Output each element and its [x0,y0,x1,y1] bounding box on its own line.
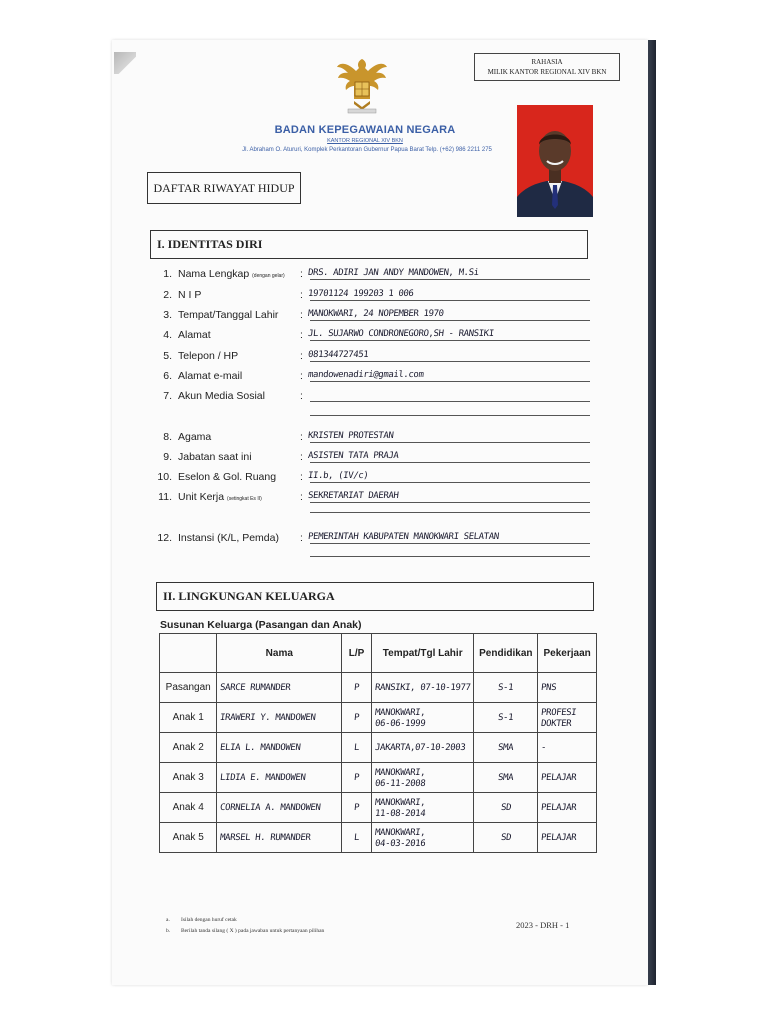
education-cell: SD [474,793,538,823]
portrait-photo-icon [517,105,593,217]
family-table-header [160,634,597,673]
field-underline [310,279,590,280]
relation-cell: Anak 3 [160,763,217,793]
occupation-cell: - [538,733,597,763]
field-label: Jabatan saat ini [178,451,252,463]
name-cell: CORNELIA A. MANDOWEN [217,793,342,823]
field-value: MANOKWARI, 24 NOPEMBER 1970 [307,309,445,319]
field-label: Alamat e-mail [178,370,243,382]
field-value: SEKRETARIAT DAERAH [307,491,399,501]
field-value: 081344727451 [307,350,369,360]
education-cell: S-1 [474,703,538,733]
org-name: BADAN KEPEGAWAIAN NEGARA [274,124,456,136]
table-row [160,733,597,763]
field-colon: : [300,350,303,362]
section-1-title: I. IDENTITAS DIRI [150,230,588,259]
gender-cell: P [342,703,372,733]
education-cell: SMA [474,733,538,763]
field-number: 1. [163,268,172,280]
org-address: Jl. Abraham O. Atururi, Komplek Perkantoran Gubernur Papua Barat Telp. (+62) 986 2211 275 [242,147,492,153]
gender-cell: P [342,673,372,703]
name-cell: SARCE RUMANDER [217,673,342,703]
classification-line-1: RAHASIA [531,58,563,66]
field-number: 3. [163,309,172,321]
birth-cell: MANOKWARI,06-06-1999 [372,703,474,733]
field-label: Telepon / HP [178,350,239,362]
footnote-b: Berilah tanda silang ( X ) pada jawaban untuk pertanyaan pilihan [181,928,325,934]
document-title: DAFTAR RIWAYAT HIDUP [147,172,301,204]
field-value: ASISTEN TATA PRAJA [307,451,399,461]
footnote-a: Isilah dengan huruf cetak [181,917,237,923]
family-caption: Susunan Keluarga (Pasangan dan Anak) [160,619,362,631]
name-cell: MARSEL H. RUMANDER [217,823,342,853]
field-label: Agama [178,431,212,443]
field-underline [310,381,590,382]
field-number: 9. [163,451,172,463]
section-2-title: II. LINGKUNGAN KELUARGA [156,582,594,611]
footnote-b-mark: b. [166,928,171,934]
field-label: Tempat/Tanggal Lahir [178,309,279,321]
table-row [160,673,597,703]
field-underline-extra [310,415,590,416]
col-occupation: Pekerjaan [538,634,597,673]
birth-cell: MANOKWARI,11-08-2014 [372,793,474,823]
col-education: Pendidikan [474,634,538,673]
table-row [160,703,597,733]
education-cell: S-1 [474,673,538,703]
footnote-a-mark: a. [166,917,170,923]
field-colon: : [300,491,303,503]
field-number: 10. [157,471,172,483]
gender-cell: P [342,793,372,823]
table-row [160,823,597,853]
field-value: KRISTEN PROTESTAN [307,431,394,441]
field-label: Akun Media Sosial [178,390,265,402]
family-table [159,633,597,853]
relation-cell: Anak 1 [160,703,217,733]
education-cell: SD [474,823,538,853]
birth-cell: JAKARTA,07-10-2003 [372,733,474,763]
education-cell: SMA [474,763,538,793]
field-number: 12. [157,532,172,544]
field-number: 8. [163,431,172,443]
background-left [0,0,112,1024]
field-number: 5. [163,350,172,362]
col-birth: Tempat/Tgl Lahir [372,634,474,673]
background-right [656,0,768,1024]
field-value: PEMERINTAH KABUPATEN MANOKWARI SELATAN [307,532,500,542]
field-colon: : [300,471,303,483]
field-label: Nama Lengkap (dengan gelar) [178,268,285,280]
occupation-cell: PNS [538,673,597,703]
field-colon: : [300,390,303,402]
table-row [160,763,597,793]
relation-cell: Pasangan [160,673,217,703]
field-label: Unit Kerja (setingkat Es II) [178,491,262,503]
table-row [160,793,597,823]
col-gender: L/P [342,634,372,673]
occupation-cell: PELAJAR [538,793,597,823]
occupation-cell: PROFESIDOKTER [538,703,597,733]
field-underline [310,401,590,402]
occupation-cell: PELAJAR [538,823,597,853]
field-number: 2. [163,289,172,301]
field-note: (dengan gelar) [252,273,285,279]
birth-cell: RANSIKI, 07-10-1977 [372,673,474,703]
field-label: Alamat [178,329,211,341]
field-underline [310,320,590,321]
org-subtitle: KANTOR REGIONAL XIV BKN [327,138,403,144]
field-colon: : [300,370,303,382]
garuda-emblem-icon [334,55,390,115]
relation-cell: Anak 2 [160,733,217,763]
birth-cell: MANOKWARI,06-11-2008 [372,763,474,793]
col-relation [160,634,217,673]
gender-cell: L [342,733,372,763]
occupation-cell: PELAJAR [538,763,597,793]
field-label: Instansi (K/L, Pemda) [178,532,279,544]
field-underline [310,482,590,483]
field-number: 6. [163,370,172,382]
field-label: N I P [178,289,202,301]
field-number: 4. [163,329,172,341]
gender-cell: P [342,763,372,793]
name-cell: LIDIA E. MANDOWEN [217,763,342,793]
field-colon: : [300,309,303,321]
field-value: II.b, (IV/c) [307,471,369,481]
field-value: mandowenadiri@gmail.com [307,370,424,380]
field-underline [310,340,590,341]
field-underline [310,543,590,544]
classification-line-2: MILIK KANTOR REGIONAL XIV BKN [487,68,607,76]
gender-cell: L [342,823,372,853]
name-cell: ELIA L. MANDOWEN [217,733,342,763]
field-underline [310,502,590,503]
field-underline [310,361,590,362]
field-note: (setingkat Es II) [227,496,262,502]
field-underline-extra [310,556,590,557]
field-underline [310,300,590,301]
relation-cell: Anak 4 [160,793,217,823]
field-underline-extra [310,512,590,513]
field-value: DRS. ADIRI JAN ANDY MANDOWEN, M.Si [307,268,480,278]
field-value: JL. SUJARWO CONDRONEGORO,SH - RANSIKI [307,329,495,339]
relation-cell: Anak 5 [160,823,217,853]
folded-corner [114,52,136,74]
birth-cell: MANOKWARI,04-03-2016 [372,823,474,853]
field-colon: : [300,268,303,280]
field-colon: : [300,431,303,443]
field-underline [310,442,590,443]
field-underline [310,462,590,463]
form-code: 2023 - DRH - 1 [516,920,570,930]
classification-stamp [474,53,620,81]
scan-shadow-edge [648,40,656,985]
field-number: 7. [163,390,172,402]
field-label: Eselon & Gol. Ruang [178,471,277,483]
name-cell: IRAWERI Y. MANDOWEN [217,703,342,733]
field-colon: : [300,451,303,463]
field-colon: : [300,329,303,341]
field-colon: : [300,532,303,544]
field-colon: : [300,289,303,301]
family-table-body [160,673,597,853]
field-value: 19701124 199203 1 006 [307,289,414,299]
col-name: Nama [217,634,342,673]
field-number: 11. [158,491,172,503]
